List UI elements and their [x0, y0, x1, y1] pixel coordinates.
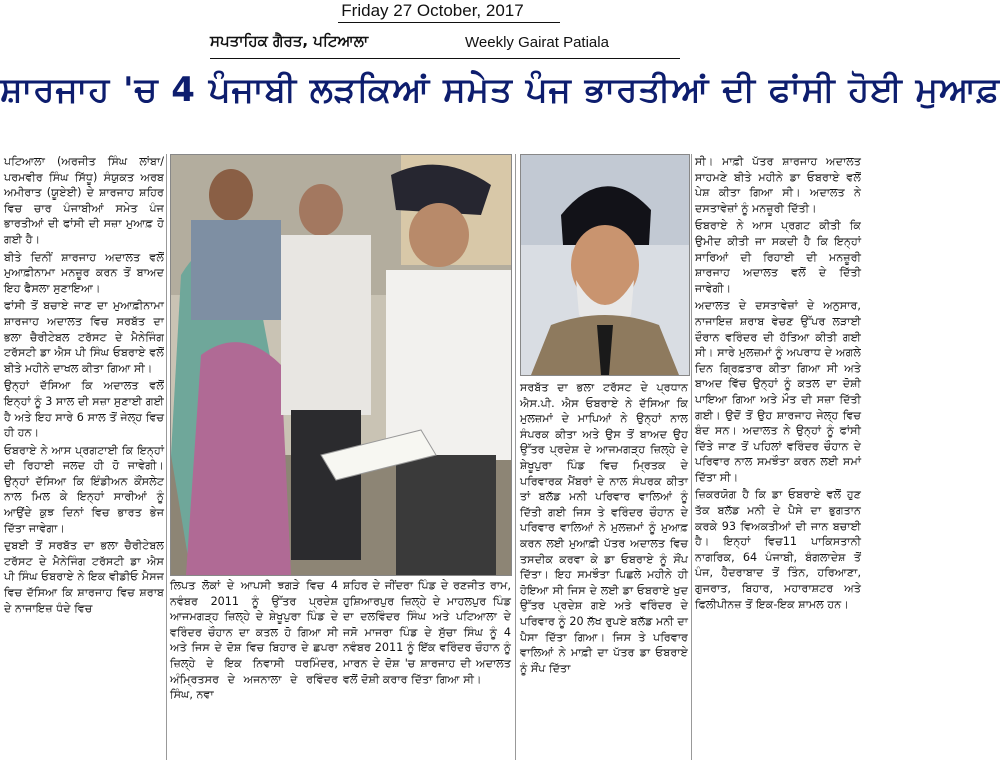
- paragraph: ਬੀਤੇ ਦਿਨੀਂ ਸ਼ਾਰਜਾਹ ਅਦਾਲਤ ਵਲੋਂ ਮੁਆਫ਼ੀਨਾਮਾ ਮਨਜ਼ੂਰ ਕਰਨ ਤੋਂ ਬਾਅਦ ਇਹ ਫੈਸਲਾ ਸੁਣਾਇਆ।: [4, 250, 164, 295]
- dateline: Friday 27 October, 2017: [341, 1, 524, 20]
- article-column-2a: [170, 578, 338, 760]
- masthead-rule: [210, 58, 680, 59]
- paragraph: ਉਨ੍ਹਾਂ ਦੱਸਿਆ ਕਿ ਅਦਾਲਤ ਵਲੋਂ ਇਨ੍ਹਾਂ ਨੂੰ 3 ਸਾਲ ਦੀ ਸਜ਼ਾ ਸੁਣਾਈ ਗਈ ਹੈ ਅਤੇ ਇਹ ਸਾਰੇ 6 ਸਾਲ ਤੋਂ ਜੇਲ੍ਹ ਵਿਚ ਹੀ ਹਨ।: [4, 379, 164, 440]
- main-news-photo: [170, 154, 512, 576]
- article-column-2b: [343, 578, 511, 760]
- masthead: [210, 32, 680, 58]
- article-column-4: [695, 154, 861, 760]
- paragraph: ਪਟਿਆਲਾ (ਅਰਜੀਤ ਸਿੰਘ ਲਾਂਬਾ/ਪਰਮਵੀਰ ਸਿੰਘ ਸਿੱਧੂ) ਸੰਯੁਕਤ ਅਰਬ ਅਮੀਰਾਤ (ਯੂਏਈ) ਦੇ ਸ਼ਾਰਜਾਹ ਸ਼ਹਿਰ ਵਿਚ ਚਾਰ ਪੰਜਾਬੀਆਂ ਸਮੇਤ ਪੰਜ ਭਾਰਤੀਆਂ ਦੀ ਫਾਂਸੀ ਦੀ ਸਜ਼ਾ ਮੁਆਫ਼ ਹੋ ਗਈ ਹੈ।: [4, 155, 164, 246]
- masthead-english: Weekly Gairat Patiala: [465, 34, 609, 51]
- paragraph: ਓਬਰਾਏ ਨੇ ਆਸ ਪ੍ਰਗਟਾਈ ਕਿ ਇਨ੍ਹਾਂ ਦੀ ਰਿਹਾਈ ਜਲਦ ਹੀ ਹੋ ਜਾਵੇਗੀ। ਉਨ੍ਹਾਂ ਦੱਸਿਆ ਕਿ ਇੰਡੀਅਨ ਕੌਂਸਲੇਟ ਨਾਲ ਮਿਲ ਕੇ ਇਨ੍ਹਾਂ ਸਾਰੀਆਂ ਨੂੰ ਆਉਂਦੇ ਕੁਝ ਦਿਨਾਂ ਵਿਚ ਭਾਰਤ ਭੇਜ ਦਿੱਤਾ ਜਾਵੇਗਾ।: [4, 443, 164, 535]
- portrait-photo: [520, 154, 690, 376]
- paragraph: ਸਰਬੱਤ ਦਾ ਭਲਾ ਟਰੱਸਟ ਦੇ ਪ੍ਰਧਾਨ ਐਸ.ਪੀ. ਐਸ ਓਬਰਾਏ ਨੇ ਦੱਸਿਆ ਕਿ ਮੁਲਜ਼ਮਾਂ ਦੇ ਮਾਪਿਆਂ ਨੇ ਉਨ੍ਹਾਂ ਨਾਲ ਸੰਪਰਕ ਕੀਤਾ ਅਤੇ ਉਸ ਤੋਂ ਬਾਅਦ ਉਹ ਉੱਤਰ ਪ੍ਰਦੇਸ਼ ਦੇ ਆਜਮਗੜ੍ਹ ਜ਼ਿਲ੍ਹੇ ਦੇ ਸ਼ੇਖੂਪੁਰਾ ਪਿੰਡ ਵਿਚ ਮ੍ਰਿਤਕ ਦੇ ਪਰਿਵਾਰਕ ਮੈਂਬਰਾਂ ਦੇ ਨਾਲ ਸੰਪਰਕ ਕੀਤਾ ਤਾਂ ਬਲੱਡ ਮਨੀ ਪਰਿਵਾਰ ਵਾਲਿਆਂ ਨੂੰ ਦਿੱਤੀ ਗਈ ਜਿਸ ਤੇ ਵਰਿੰਦਰ ਚੌਹਾਨ ਦੇ ਪਰਿਵਾਰ ਵਾਲਿਆਂ ਨੇ ਮੁਲਜ਼ਮਾਂ ਨੂੰ ਮੁਆਫ਼ ਕਰਨ ਲਈ ਮੁਆਫ਼ੀ ਪੱਤਰ ਅਦਾਲਤ ਵਿਚ ਤਸਦੀਕ ਕਰਵਾ ਕੇ ਡਾ ਓਬਰਾਏ ਨੂੰ ਸੌਂਪ ਦਿੱਤਾ। ਇਹ ਸਮਝੌਤਾ ਪਿਛਲੇ ਮਹੀਨੇ ਹੀ ਹੋਇਆ ਸੀ ਜਿਸ ਦੇ ਲਈ ਡਾ ਓਬਰਾਏ ਖੁਦ ਉੱਤਰ ਪ੍ਰਦੇਸ਼ ਗਏ ਅਤੇ ਵਰਿੰਦਰ ਦੇ ਪਰਿਵਾਰ ਨੂੰ 20 ਲੱਖ ਰੁਪਏ ਬਲੱਡ ਮਨੀ ਦਾ ਪੈਸਾ ਦਿੱਤਾ ਗਿਆ। ਜਿਸ ਤੇ ਪਰਿਵਾਰ ਵਾਲਿਆਂ ਨੇ ਮਾਫ਼ੀ ਦਾ ਪੱਤਰ ਡਾ ਓਬਰਾਏ ਨੂੰ ਸੌਂਪ ਦਿੱਤਾ: [520, 381, 688, 675]
- paragraph: ਲਿਪਤ ਲੋਕਾਂ ਦੇ ਆਪਸੀ ਝਗੜੇ ਵਿਚ 4 ਨਵੰਬਰ 2011 ਨੂੰ ਉੱਤਰ ਪ੍ਰਦੇਸ਼ ਆਜਮਗੜ੍ਹ ਜ਼ਿਲ੍ਹੇ ਦੇ ਸ਼ੇਖੂਪੁਰਾ ਪਿੰਡ ਦੇ ਵਰਿੰਦਰ ਚੌਹਾਨ ਦਾ ਕਤਲ ਹੋ ਗਿਆ ਸੀ ਅਤੇ ਜਿਸ ਦੇ ਦੋਸ਼ ਵਿਚ ਬਿਹਾਰ ਦੇ ਛਪਰਾ ਜ਼ਿਲ੍ਹੇ ਦੇ ਇਕ ਨਿਵਾਸੀ ਧਰਮਿੰਦਰ, ਅੰਮ੍ਰਿਤਸਰ ਦੇ ਅਜਨਾਲਾ ਦੇ ਰਵਿੰਦਰ ਸਿੰਘ, ਨਵਾ: [170, 579, 338, 702]
- paragraph: ਓਬਰਾਏ ਨੇ ਆਸ ਪ੍ਰਗਟ ਕੀਤੀ ਕਿ ਉਮੀਦ ਕੀਤੀ ਜਾ ਸਕਦੀ ਹੈ ਕਿ ਇਨ੍ਹਾਂ ਸਾਰਿਆਂ ਦੀ ਰਿਹਾਈ ਦੀ ਮਨਜ਼ੂਰੀ ਸ਼ਾਰਜਾਹ ਅਦਾਲਤ ਵਲੋਂ ਦੇ ਦਿੱਤੀ ਜਾਵੇਗੀ।: [695, 219, 861, 295]
- paragraph: ਸ਼ਹਿਰ ਦੇ ਜੀਂਦਰਾ ਪਿੰਡ ਦੇ ਰਣਜੀਤ ਰਾਮ, ਹੁਸ਼ਿਆਰਪੁਰ ਜ਼ਿਲ੍ਹੇ ਦੇ ਮਾਹਲਪੁਰ ਪਿੰਡ ਦਾ ਦਲਵਿੰਦਰ ਸਿੰਘ ਅਤੇ ਪਟਿਆਲਾ ਦੇ ਜਸੋ ਮਾਜਰਾ ਪਿੰਡ ਦੇ ਸੁੱਚਾ ਸਿੰਘ ਨੂੰ 4 ਨਵੰਬਰ 2011 ਨੂੰ ਇੱਕ ਵਰਿੰਦਰ ਚੌਹਾਨ ਨੂੰ ਮਾਰਨ ਦੇ ਦੋਸ਼ 'ਚ ਸ਼ਾਰਜਾਹ ਦੀ ਅਦਾਲਤ ਵਲੋਂ ਦੋਸ਼ੀ ਕਰਾਰ ਦਿੱਤਾ ਗਿਆ ਸੀ।: [343, 579, 511, 686]
- paragraph: ਸੀ। ਮਾਫ਼ੀ ਪੱਤਰ ਸ਼ਾਰਜਾਹ ਅਦਾਲਤ ਸਾਹਮਣੇ ਬੀਤੇ ਮਹੀਨੇ ਡਾ ਓਬਰਾਏ ਵਲੋਂ ਪੇਸ਼ ਕੀਤਾ ਗਿਆ ਸੀ। ਅਦਾਲਤ ਨੇ ਦਸਤਾਵੇਜ਼ਾਂ ਨੂੰ ਮਨਜ਼ੂਰੀ ਦਿੱਤੀ।: [695, 155, 861, 215]
- paragraph: ਅਦਾਲਤ ਦੇ ਦਸਤਾਵੇਜ਼ਾਂ ਦੇ ਅਨੁਸਾਰ, ਨਾਜਾਇਜ਼ ਸ਼ਰਾਬ ਵੇਚਣ ਉੱਪਰ ਲੜਾਈ ਦੌਰਾਨ ਵਰਿੰਦਰ ਦੀ ਹੱਤਿਆ ਕੀਤੀ ਗਈ ਸੀ। ਸਾਰੇ ਮੁਲਜ਼ਮਾਂ ਨੂੰ ਅਪਰਾਧ ਦੇ ਅਗਲੇ ਦਿਨ ਗ੍ਰਿਫ਼ਤਾਰ ਕੀਤਾ ਗਿਆ ਸੀ ਅਤੇ ਬਾਅਦ ਵਿੱਚ ਉਨ੍ਹਾਂ ਨੂੰ ਕਤਲ ਦਾ ਦੋਸ਼ੀ ਪਾਇਆ ਗਿਆ ਅਤੇ ਮੌਤ ਦੀ ਸਜ਼ਾ ਦਿੱਤੀ ਗਈ। ਉਦੋਂ ਤੋਂ ਉਹ ਸ਼ਾਰਜਾਹ ਜੇਲ੍ਹ ਵਿਚ ਬੰਦ ਸਨ। ਅਦਾਲਤ ਨੇ ਉਨ੍ਹਾਂ ਨੂੰ ਫਾਂਸੀ ਦਿੱਤੇ ਜਾਣ ਤੋਂ ਪਹਿਲਾਂ ਵਰਿੰਦਰ ਚੌਹਾਨ ਦੇ ਪਰਿਵਾਰ ਨਾਲ ਸਮਝੌਤਾ ਕਰਨ ਲਈ ਸਮਾਂ ਦਿੱਤਾ ਸੀ।: [695, 299, 861, 484]
- column-divider: [691, 154, 692, 760]
- masthead-punjabi: ਸਪਤਾਹਿਕ ਗੈਰਤ, ਪਟਿਆਲਾ: [210, 32, 369, 50]
- paragraph: ਦੁਬਈ ਤੋਂ ਸਰਬੱਤ ਦਾ ਭਲਾ ਚੈਰੀਟੇਬਲ ਟਰੱਸਟ ਦੇ ਮੈਨੇਜਿੰਗ ਟਰੱਸਟੀ ਡਾ ਐਸ ਪੀ ਸਿੰਘ ਓਬਰਾਏ ਨੇ ਇਕ ਵੀਡੀਓ ਮੈਸਜ ਵਿਚ ਦੱਸਿਆ ਕਿ ਸ਼ਾਰਜਾਹ ਵਿਚ ਸ਼ਰਾਬ ਦੇ ਨਾਜਾਇਜ਼ ਧੰਦੇ ਵਿਚ: [4, 539, 164, 615]
- paragraph: ਜ਼ਿਕਰਯੋਗ ਹੈ ਕਿ ਡਾ ਓਬਰਾਏ ਵਲੋਂ ਹੁਣ ਤੱਕ ਬਲੱਡ ਮਨੀ ਦੇ ਪੈਸੇ ਦਾ ਭੁਗਤਾਨ ਕਰਕੇ 93 ਵਿਅਕਤੀਆਂ ਦੀ ਜਾਨ ਬਚਾਈ ਹੈ। ਇਨ੍ਹਾਂ ਵਿਚ11 ਪਾਕਿਸਤਾਨੀ ਨਾਗਰਿਕ, 64 ਪੰਜਾਬੀ, ਬੰਗਲਾਦੇਸ਼ ਤੋਂ ਪੰਜ, ਹੈਦਰਾਬਾਦ ਤੋਂ ਤਿੰਨ, ਹਰਿਆਣਾ, ਗੁਜਰਾਤ, ਬਿਹਾਰ, ਮਹਾਰਾਸ਼ਟਰ ਅਤੇ ਫਿਲੀਪੀਨਜ਼ ਤੋਂ ਇਕ-ਇਕ ਸ਼ਾਮਲ ਹਨ।: [695, 488, 861, 611]
- column-divider: [166, 154, 167, 760]
- column-divider: [515, 154, 516, 760]
- article-column-1: [4, 154, 164, 760]
- article-column-3: [520, 380, 688, 760]
- dateline-rule: [338, 22, 560, 23]
- headline: ਸ਼ਾਰਜਾਹ 'ਚ 4 ਪੰਜਾਬੀ ਲੜਕਿਆਂ ਸਮੇਤ ਪੰਜ ਭਾਰਤੀਆਂ ਦੀ ਫਾਂਸੀ ਹੋਈ ਮੁਆਫ਼: [0, 70, 1000, 110]
- paragraph: ਫਾਂਸੀ ਤੋਂ ਬਚਾਏ ਜਾਣ ਦਾ ਮੁਆਫ਼ੀਨਾਮਾ ਸ਼ਾਰਜਾਹ ਅਦਾਲਤ ਵਿਚ ਸਰਬੱਤ ਦਾ ਭਲਾ ਚੈਰੀਟੇਬਲ ਟਰੱਸਟ ਦੇ ਮੈਨੇਜਿੰਗ ਟਰੱਸਟੀ ਡਾ ਐਸ ਪੀ ਸਿੰਘ ਓਬਰਾਏ ਵਲੋਂ ਬੀਤੇ ਮਹੀਨੇ ਦਾਖਲ ਕੀਤਾ ਗਿਆ ਸੀ।: [4, 299, 164, 375]
